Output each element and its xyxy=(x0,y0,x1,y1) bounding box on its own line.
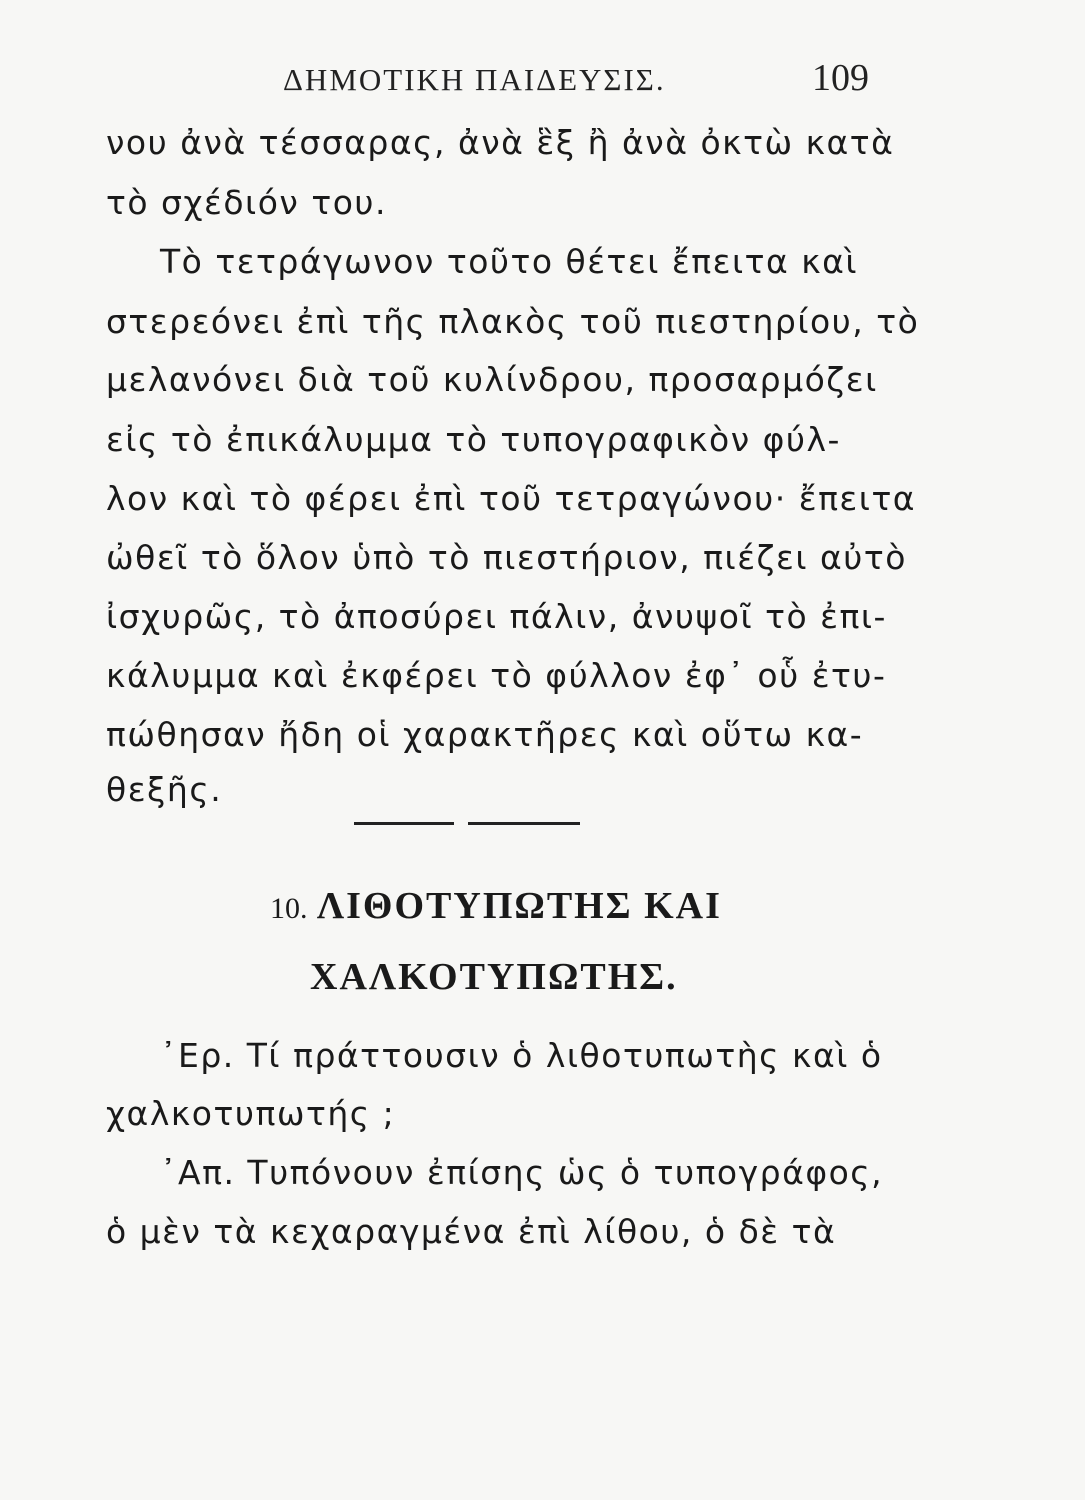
text-line: ᾽Ερ. Τί πράττουσιν ὁ λιθοτυπωτὴς καὶ ὁ xyxy=(160,1036,883,1075)
text-line: Τὸ τετράγωνον τοῦτο θέτει ἔπειτα καὶ xyxy=(160,242,859,281)
text-line: πώθησαν ἤδη οἱ χαρακτῆρες καὶ οὕτω κα- xyxy=(106,715,864,754)
separator-rule xyxy=(354,822,454,825)
section-title-line1: ΛΙΘΟΤΥΠΩΤΗΣ ΚΑΙ xyxy=(316,885,722,927)
text-line: ἰσχυρῶς, τὸ ἀποσύρει πάλιν, ἀνυψοῖ τὸ ἐπι- xyxy=(106,597,887,636)
text-line: ὠθεῖ τὸ ὅλον ὑπὸ τὸ πιεστήριον, πιέζει αὐτὸ xyxy=(106,538,907,577)
separator-rule xyxy=(468,822,580,825)
text-line: νου ἀνὰ τέσσαρας, ἀνὰ ἓξ ἢ ἀνὰ ὀκτὼ κατὰ xyxy=(106,123,895,162)
text-line: μελανόνει διὰ τοῦ κυλίνδρου, προσαρμόζει xyxy=(106,360,878,399)
text-line: χαλκοτυπωτής ; xyxy=(106,1094,396,1133)
text-line: στερεόνει ἐπὶ τῆς πλακὸς τοῦ πιεστηρίου, τὸ xyxy=(106,302,920,341)
page-number: 109 xyxy=(812,57,869,99)
section-heading xyxy=(270,884,722,928)
running-head: ΔΗΜΟΤΙΚΗ ΠΑΙΔΕΥΣΙΣ. xyxy=(283,62,666,97)
text-line: εἰς τὸ ἐπικάλυμμα τὸ τυπογραφικὸν φύλ- xyxy=(106,420,841,459)
section-number: 10. xyxy=(270,892,308,925)
text-line: λον καὶ τὸ φέρει ἐπὶ τοῦ τετραγώνου· ἔπειτα xyxy=(106,479,917,518)
text-line: κάλυμμα καὶ ἐκφέρει τὸ φύλλον ἐφ᾽ οὗ ἐτυ- xyxy=(106,656,887,695)
text-line: θεξῆς. xyxy=(106,770,223,809)
text-line: ᾽Απ. Τυπόνουν ἐπίσης ὡς ὁ τυπογράφος, xyxy=(160,1153,884,1192)
section-title-line2: ΧΑΛΚΟΤΥΠΩΤΗΣ. xyxy=(310,956,678,998)
text-line: ὁ μὲν τὰ κεχαραγμένα ἐπὶ λίθου, ὁ δὲ τὰ xyxy=(106,1212,837,1251)
text-line: τὸ σχέδιόν του. xyxy=(106,183,387,222)
